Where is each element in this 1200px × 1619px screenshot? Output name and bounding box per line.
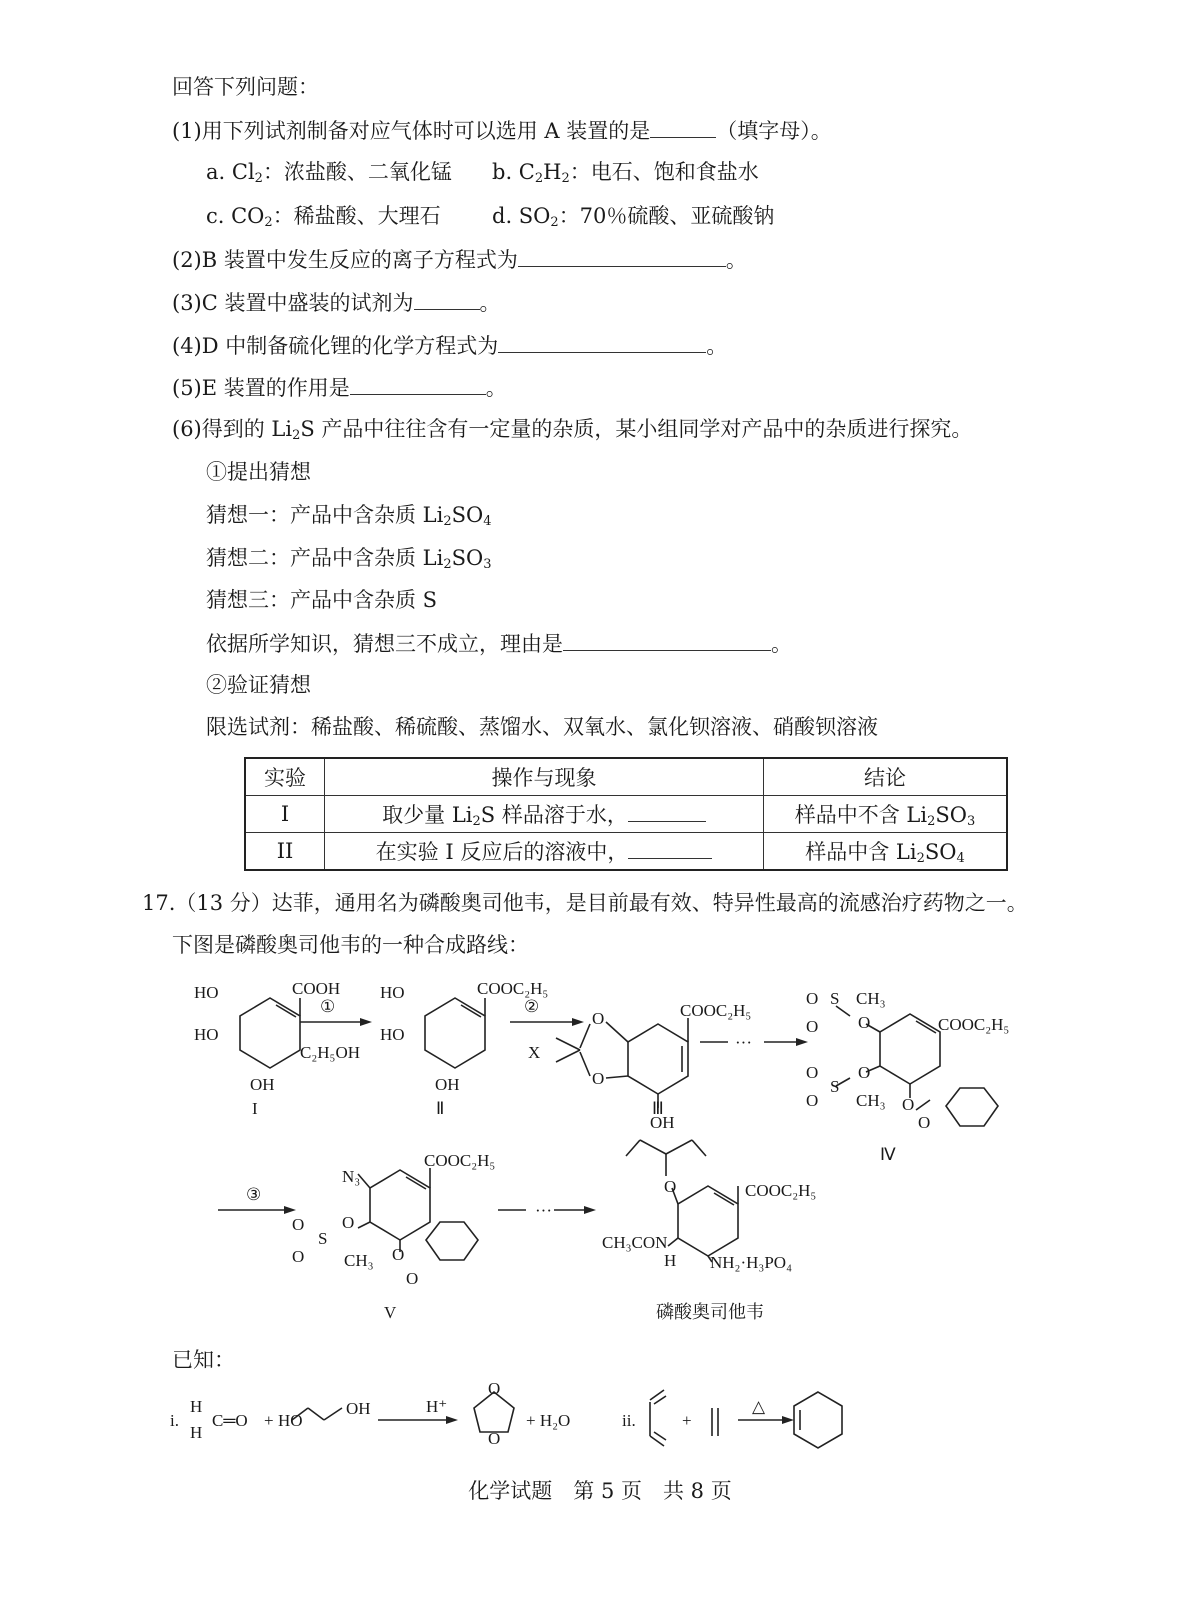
option-d-sub: 2 [550, 215, 559, 230]
guess-1 [206, 500, 492, 537]
guess-2 [206, 543, 492, 580]
label-oh-3: OH [650, 1113, 675, 1132]
dots-1: ··· [735, 1033, 752, 1052]
compound-label-V: V [384, 1303, 397, 1322]
row-2-c-sub2: 4 [956, 851, 965, 866]
row-2-c-sub: 2 [916, 851, 925, 866]
synthesis-scheme [0, 960, 1200, 1360]
known-i-h1: H [190, 1397, 203, 1416]
label-o-11: O [342, 1213, 355, 1232]
label-cooet-1: COOC₂H₅ [477, 979, 549, 998]
compound-label-oseltamivir: 磷酸奥司他韦 [656, 1302, 764, 1323]
benzene-IV [946, 1088, 998, 1126]
question-5-text: (5)E 装置的作用是 [172, 376, 350, 400]
known-i-label: i. [170, 1411, 179, 1430]
known-i-o1: O [488, 1380, 501, 1398]
label-acetamido: CH₃CON [602, 1233, 668, 1252]
option-b-pre: b. C [492, 160, 535, 184]
question-2-tail: 。 [725, 248, 747, 272]
guess-1-post: SO [451, 503, 484, 527]
dots-2: ··· [535, 1201, 552, 1220]
known-reactions [0, 1380, 1200, 1460]
label-oh-2: OH [435, 1075, 460, 1094]
option-c-sub: 2 [264, 215, 273, 230]
answer-blank-2[interactable] [518, 244, 726, 267]
question-1-text: (1)用下列试剂制备对应气体时可以选用 A 装置的是 [172, 119, 651, 143]
label-h: H [664, 1251, 677, 1270]
guess-2-post: SO [451, 546, 484, 570]
benzene-V [426, 1222, 478, 1260]
label-o-3: O [806, 989, 819, 1008]
compound-label-I: I [252, 1099, 258, 1118]
answer-blank-exp-2[interactable] [628, 836, 712, 859]
option-c-post: ：稀盐酸、大理石 [272, 204, 441, 228]
label-oh-1: OH [250, 1075, 275, 1094]
table-row [245, 796, 1007, 833]
row-1-c-pre: 样品中不含 Li [794, 803, 928, 827]
ring-V [370, 1170, 430, 1240]
dioxolane-ring [474, 1392, 514, 1432]
question-6-post: S 产品中往往含有一定量的杂质，某小组同学对产品中的杂质进行探究。 [300, 417, 973, 441]
row-1-c-post: SO [935, 803, 967, 827]
known-i-o2: O [488, 1429, 501, 1448]
step-2-reagent: X [528, 1043, 541, 1062]
label-o-13: O [292, 1247, 305, 1266]
label-o-16: O [664, 1177, 677, 1196]
label-ho-3: HO [380, 983, 405, 1002]
compound-label-III: Ⅲ [652, 1099, 664, 1118]
label-o-7: O [806, 1063, 819, 1082]
label-nh2: NH₂·H₃PO₄ [710, 1253, 793, 1272]
question-4-text: (4)D 中制备硫化锂的化学方程式为 [172, 334, 499, 358]
guess-3: 猜想三：产品中含杂质 S [206, 588, 438, 612]
label-o-14: O [392, 1245, 405, 1264]
ring-oseltamivir [678, 1186, 738, 1256]
question-1 [172, 115, 832, 146]
row-1-op-pre: 取少量 Li [382, 803, 473, 827]
label-o-2: O [592, 1069, 605, 1088]
option-b [492, 157, 759, 194]
header-conclusion: 结论 [764, 758, 1008, 796]
label-ho-4: HO [380, 1025, 405, 1044]
header-operation: 操作与现象 [325, 758, 764, 796]
label-o-9: O [902, 1095, 915, 1114]
row-conclusion [764, 796, 1008, 833]
row-2-c-post: SO [924, 840, 957, 864]
ring-II [425, 998, 485, 1068]
label-cooet-4: COOC₂H₅ [424, 1151, 496, 1170]
known-i-carbonyl: C═O [212, 1411, 248, 1430]
option-d [492, 201, 774, 238]
option-c [206, 201, 441, 238]
guess-2-sub2: 3 [483, 557, 492, 572]
step-1-reagent: C₂H₅OH [300, 1043, 361, 1062]
intro-line: 回答下列问题： [172, 75, 319, 99]
label-s-3: S [318, 1229, 328, 1248]
answer-blank-3[interactable] [414, 287, 480, 310]
label-ho-1: HO [194, 983, 219, 1002]
row-1-c-sub2: 3 [966, 814, 976, 829]
reagents-line: 限选试剂：稀盐酸、稀硫酸、蒸馏水、双氧水、氯化钡溶液、硝酸钡溶液 [206, 715, 878, 739]
experiment-table [244, 757, 1008, 871]
option-b-sub2: 2 [561, 171, 570, 186]
known-i-diol-ho: HO [278, 1411, 303, 1430]
table-row [245, 833, 1007, 871]
row-id: I [245, 796, 325, 833]
option-b-sub: 2 [534, 171, 544, 186]
row-operation [325, 796, 764, 833]
row-id: II [245, 833, 325, 871]
compound-label-IV: Ⅳ [880, 1145, 896, 1164]
row-conclusion [764, 833, 1008, 871]
guess-1-pre: 猜想一：产品中含杂质 Li [206, 503, 444, 527]
question-1-tail: （填字母）。 [716, 119, 832, 143]
label-o-15: O [406, 1269, 419, 1288]
option-d-post: ：70％硫酸、亚硫酸钠 [558, 204, 775, 228]
step-3-label: ③ [246, 1185, 262, 1204]
cyclohexene-ring [794, 1392, 842, 1448]
label-o-4: O [806, 1017, 819, 1036]
question-3-text: (3)C 装置中盛装的试剂为 [172, 291, 414, 315]
step-1-heading: ①提出猜想 [206, 460, 311, 484]
option-a-pre: a. Cl [206, 160, 255, 184]
label-cooet-2: COOC₂H₅ [680, 1001, 752, 1020]
label-ch3-1: CH₃ [856, 989, 886, 1008]
option-a [206, 157, 452, 194]
known-heading: 已知： [172, 1348, 235, 1372]
guess-1-sub2: 4 [483, 514, 492, 529]
answer-blank-4[interactable] [498, 330, 706, 353]
answer-blank-5[interactable] [350, 372, 486, 395]
question-2 [172, 244, 747, 275]
option-a-sub: 2 [254, 171, 263, 186]
known-ii-plus: + [682, 1411, 692, 1430]
label-o-12: O [292, 1215, 305, 1234]
reason-tail: 。 [771, 632, 792, 656]
option-b-mid: H [543, 160, 562, 184]
question-17-sub: 下图是磷酸奥司他韦的一种合成路线： [172, 933, 529, 957]
header-experiment: 实验 [245, 758, 325, 796]
compound-label-II: Ⅱ [436, 1099, 445, 1118]
label-s-1: S [830, 989, 840, 1008]
option-d-pre: d. SO [492, 204, 551, 228]
question-3-tail: 。 [479, 291, 501, 315]
row-1-op-sub: 2 [472, 814, 481, 829]
guess-1-sub: 2 [443, 514, 452, 529]
guess-2-sub: 2 [443, 557, 452, 572]
known-i-plus: + [264, 1411, 274, 1430]
label-s-2: S [830, 1077, 840, 1096]
label-o-10: O [918, 1113, 931, 1132]
known-i-diol-oh: OH [346, 1399, 371, 1418]
question-3 [172, 287, 501, 318]
answer-blank-reason[interactable] [563, 628, 771, 651]
row-1-c-sub: 2 [927, 814, 936, 829]
guess-2-pre: 猜想二：产品中含杂质 Li [206, 546, 444, 570]
option-b-post: ：电石、饱和食盐水 [569, 160, 759, 184]
label-o-1: O [592, 1009, 605, 1028]
answer-blank-1[interactable] [650, 115, 716, 138]
label-ho-2: HO [194, 1025, 219, 1044]
question-5 [172, 372, 507, 403]
label-cooet-5: COOC₂H₅ [745, 1181, 817, 1200]
option-c-pre: c. CO [206, 204, 265, 228]
known-i-h2: H [190, 1423, 203, 1442]
ring-I [240, 998, 300, 1068]
question-5-tail: 。 [485, 376, 507, 400]
row-operation [325, 833, 764, 871]
question-4 [172, 330, 727, 361]
label-cooet-3: COOC₂H₅ [938, 1015, 1010, 1034]
ring-III [628, 1024, 688, 1094]
option-a-post: ：浓盐酸、二氧化锰 [262, 160, 452, 184]
label-o-6: O [858, 1063, 871, 1082]
question-4-tail: 。 [706, 334, 728, 358]
page-footer: 化学试题 第 5 页 共 8 页 [468, 1479, 732, 1503]
answer-blank-exp-1[interactable] [628, 799, 706, 822]
ring-IV [880, 1014, 940, 1084]
label-ch3-3: CH₃ [344, 1251, 374, 1270]
step-2-label: ② [524, 997, 540, 1016]
label-n3: N₃ [342, 1167, 361, 1186]
known-i-water: + H₂O [526, 1411, 571, 1430]
label-cooh: COOH [292, 979, 341, 998]
label-o-8: O [806, 1091, 819, 1110]
reason-line [206, 628, 792, 659]
question-6-sub: 2 [292, 428, 301, 443]
known-ii-heat: △ [752, 1397, 766, 1416]
label-o-5: O [858, 1013, 871, 1032]
question-6-pre: (6)得到的 Li [172, 417, 293, 441]
question-6 [172, 414, 972, 451]
table-header-row [245, 758, 1007, 796]
known-i-catalyst: H⁺ [426, 1397, 448, 1416]
step-1-label: ① [320, 997, 336, 1016]
reason-text: 依据所学知识，猜想三不成立，理由是 [206, 632, 563, 656]
row-2-op-pre: 在实验 I 反应后的溶液中， [375, 840, 629, 864]
row-2-c-pre: 样品中含 Li [805, 840, 917, 864]
known-ii-label: ii. [622, 1411, 636, 1430]
row-1-op-post: S 样品溶于水， [480, 803, 628, 827]
step-2-heading: ②验证猜想 [206, 673, 311, 697]
question-17: 17.（13 分）达菲，通用名为磷酸奥司他韦，是目前最有效、特异性最高的流感治疗药物之一。 [142, 891, 1028, 915]
question-2-text: (2)B 装置中发生反应的离子方程式为 [172, 248, 518, 272]
label-ch3-2: CH₃ [856, 1091, 886, 1110]
